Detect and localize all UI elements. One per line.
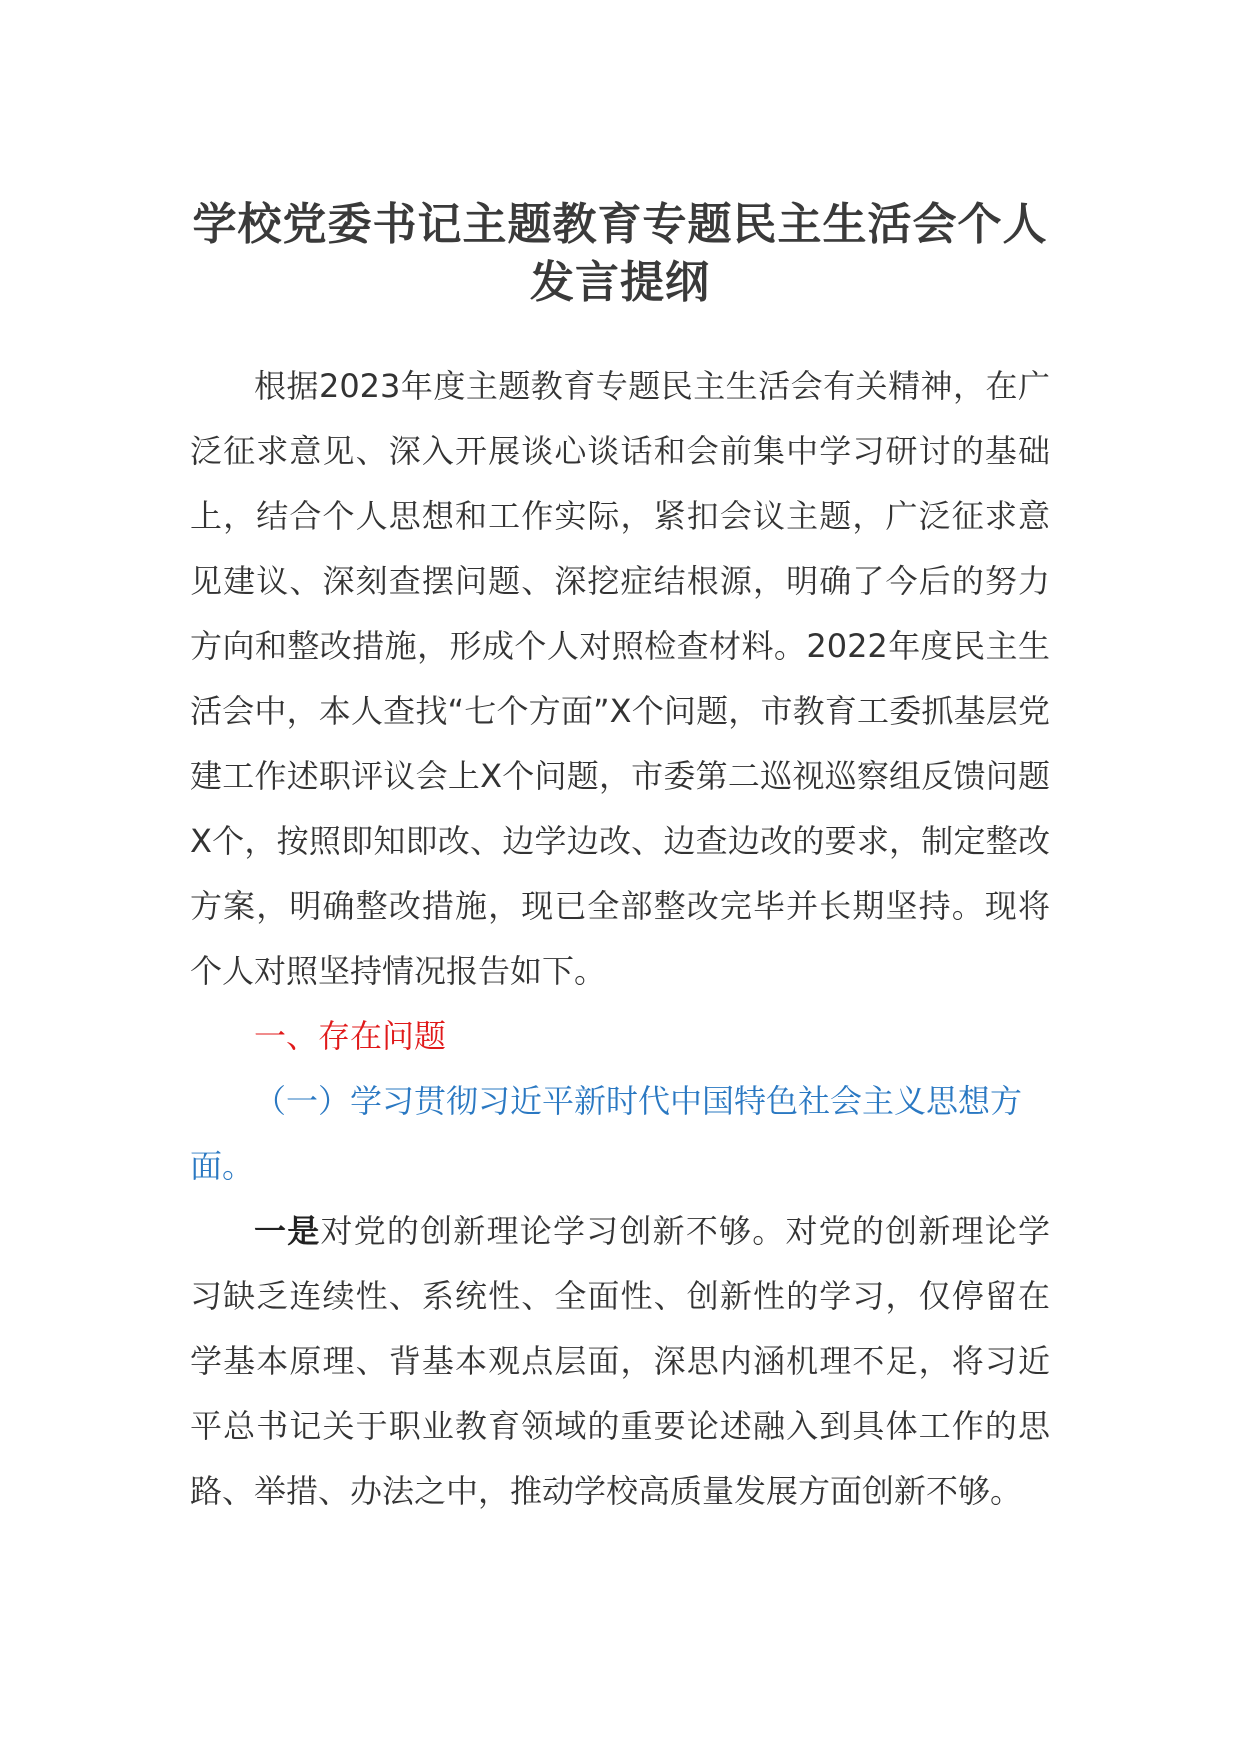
point-lead-label: 一是: [254, 1212, 321, 1250]
point-body-text: 对党的创新理论学习创新不够。对党的创新理论学习缺乏连续性、系统性、全面性、创新性的学习，仅停留在学基本原理、背基本观点层面，深思内涵机理不足，将习近平总书记关于职业教育领域的重要论述融入到具体工作的思路、举措、办法之中，推动学校高质量发展方面创新不够。: [190, 1212, 1050, 1510]
intro-paragraph: 根据2023年度主题教育专题民主生活会有关精神，在广泛征求意见、深入开展谈心谈话和会前集中学习研讨的基础上，结合个人思想和工作实际，紧扣会议主题，广泛征求意见建议、深刻查摆问题、深挖症结根源，明确了今后的努力方向和整改措施，形成个人对照检查材料。2022年度民主生活会中，本人查找“七个方面”X个问题，市教育工委抓基层党建工作述职评议会上X个问题，市委第二巡视巡察组反馈问题X个，按照即知即改、边学边改、边查边改的要求，制定整改方案，明确整改措施，现已全部整改完毕并长期坚持。现将个人对照坚持情况报告如下。: [190, 367, 1050, 990]
section-heading-problems: 一、存在问题: [254, 1017, 447, 1055]
title-line-1: 学校党委书记主题教育专题民主生活会个人: [192, 199, 1048, 250]
title-line-2: 发言提纲: [530, 257, 710, 308]
document-title: [190, 196, 1050, 312]
subsection-heading-study: （一）学习贯彻习近平新时代中国特色社会主义思想方面。: [190, 1082, 1023, 1185]
document-page: [190, 196, 1050, 1524]
point-paragraph-1: [190, 1199, 1050, 1524]
